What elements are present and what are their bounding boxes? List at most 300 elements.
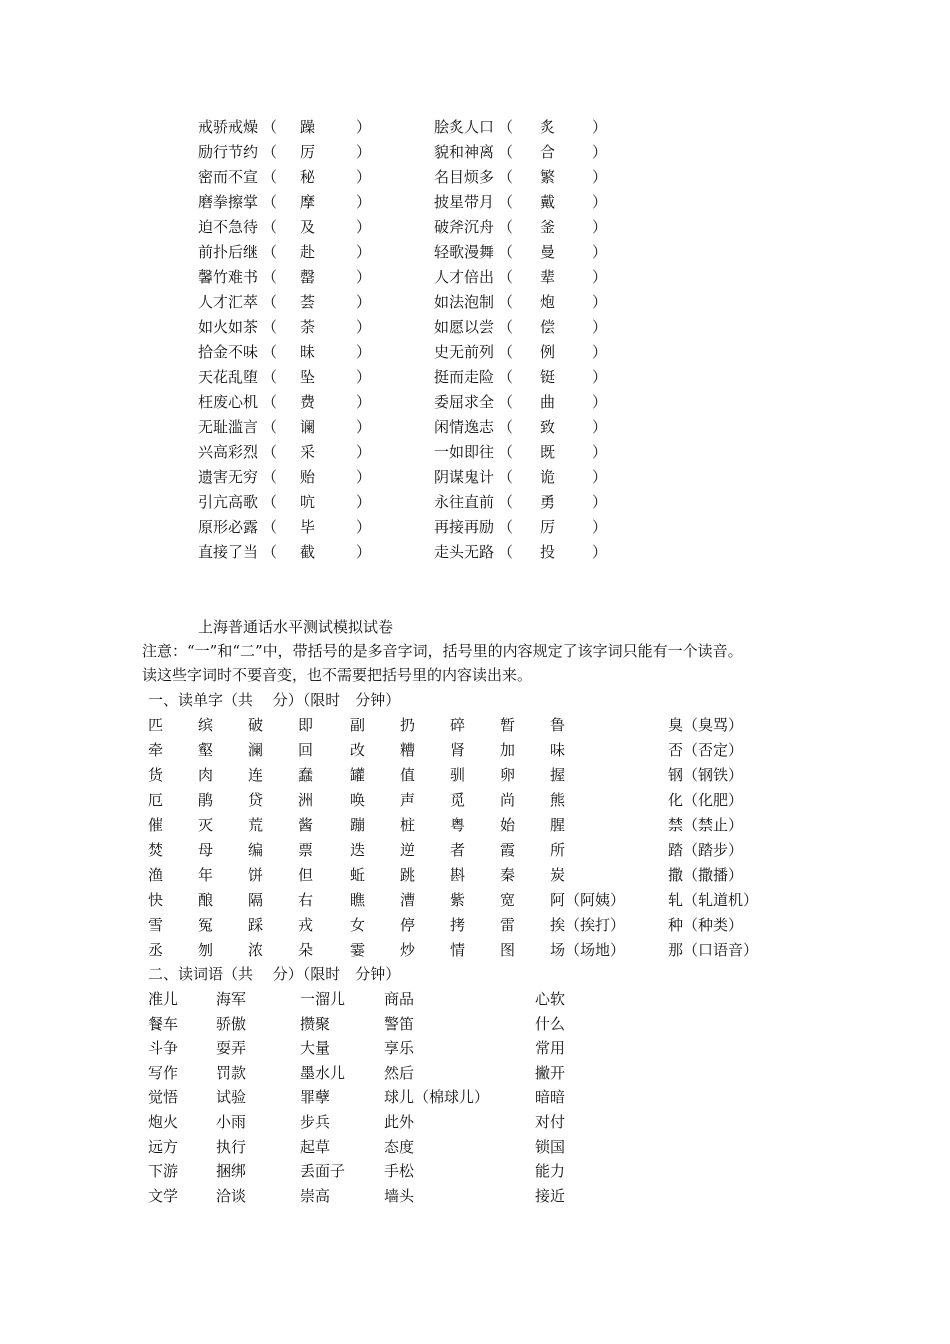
char-cell: 罐 (350, 766, 366, 784)
char-row (0, 890, 950, 915)
char-cell: 觅 (450, 791, 466, 809)
word-row (0, 1137, 950, 1162)
char-cell: 雷 (500, 916, 516, 934)
char-cell: 破 (248, 716, 264, 734)
word-cell: 洽谈 (216, 1186, 247, 1205)
word-cell: 丢面子 (300, 1162, 346, 1181)
char-cell: 紫 (450, 891, 466, 909)
answer-left: 厉 (300, 143, 316, 161)
idiom-left: 如火如茶 (198, 318, 259, 336)
paren-close: ） (592, 543, 608, 561)
char-cell: 图 (500, 941, 516, 959)
word-cell: 什么 (535, 1014, 566, 1033)
char-cell: 跳 (400, 866, 416, 884)
answer-right: 戴 (540, 193, 556, 211)
word-cell: 罚款 (216, 1063, 247, 1082)
paren-close: ） (592, 293, 608, 311)
paren-open: （ (262, 393, 278, 411)
char-cell: 渔 (148, 866, 164, 884)
idiom-row (0, 367, 950, 392)
char-cell: 缤 (198, 716, 214, 734)
idiom-right: 貌和神离 (434, 143, 495, 161)
answer-right: 偿 (540, 318, 556, 336)
paren-open: （ (498, 218, 514, 236)
char-cell: 挨（挨打） (550, 916, 626, 934)
char-row (0, 865, 950, 890)
idiom-row (0, 267, 950, 292)
page-title: 上海普通话水平测试模拟试卷 (198, 618, 394, 636)
paren-close: ） (356, 368, 372, 386)
answer-right: 辈 (540, 268, 556, 286)
idiom-left: 枉废心机 (198, 393, 259, 411)
char-cell: 酱 (298, 816, 314, 834)
answer-left: 荟 (300, 293, 316, 311)
char-cell: 但 (298, 866, 314, 884)
char-cell: 洲 (298, 791, 314, 809)
note-line-1: 注意：“一”和“二”中，带括号的是多音字词，括号里的内容规定了该字词只能有一个读音。 (142, 642, 743, 660)
idiom-right: 委屈求全 (434, 393, 495, 411)
paren-close: ） (592, 343, 608, 361)
idiom-left: 前扑后继 (198, 243, 259, 261)
char-cell: 酿 (198, 891, 214, 909)
char-cell: 轧（轧道机） (668, 891, 759, 909)
char-cell: 焚 (148, 841, 164, 859)
char-cell: 雪 (148, 916, 164, 934)
paren-close: ） (592, 518, 608, 536)
word-cell: 商品 (384, 990, 415, 1008)
char-cell: 桩 (400, 816, 416, 834)
paren-close: ） (592, 268, 608, 286)
paren-open: （ (262, 518, 278, 536)
char-cell: 糟 (400, 741, 416, 759)
paren-open: （ (262, 293, 278, 311)
word-row (0, 1112, 950, 1137)
idiom-row (0, 242, 950, 267)
char-cell: 阿（阿姨） (550, 891, 626, 909)
word-cell: 罪孽 (300, 1088, 331, 1107)
char-cell: 驯 (450, 766, 466, 784)
paren-close: ） (356, 168, 372, 186)
char-cell: 朵 (298, 941, 314, 959)
idiom-right: 名目烦多 (434, 168, 495, 186)
paren-open: （ (262, 343, 278, 361)
paren-close: ） (592, 443, 608, 461)
word-cell: 文学 (148, 1186, 179, 1205)
idiom-left: 密而不宣 (198, 168, 259, 186)
char-cell: 霞 (500, 841, 516, 859)
idiom-row (0, 192, 950, 217)
word-cell: 攒聚 (300, 1014, 331, 1033)
idiom-row (0, 467, 950, 492)
answer-right: 致 (540, 418, 556, 436)
idiom-right: 挺而走险 (434, 368, 495, 386)
char-cell: 澜 (248, 741, 264, 759)
char-cell: 蠢 (298, 766, 314, 784)
char-cell: 暂 (500, 716, 516, 734)
char-cell: 扔 (400, 716, 416, 734)
char-cell: 迭 (350, 841, 366, 859)
paren-close: ） (356, 218, 372, 236)
idiom-row (0, 167, 950, 192)
char-cell: 刎 (198, 941, 214, 959)
paren-close: ） (356, 118, 372, 136)
idiom-row (0, 492, 950, 517)
paren-open: （ (498, 493, 514, 511)
paren-close: ） (592, 218, 608, 236)
word-cell: 常用 (535, 1039, 566, 1058)
paren-close: ） (356, 543, 372, 561)
paren-open: （ (498, 193, 514, 211)
paren-close: ） (356, 293, 372, 311)
paren-close: ） (592, 493, 608, 511)
word-cell: 撇开 (535, 1063, 566, 1082)
char-cell: 拷 (450, 916, 466, 934)
word-cell: 能力 (535, 1162, 566, 1181)
char-cell: 即 (298, 716, 314, 734)
paren-open: （ (262, 118, 278, 136)
word-cell: 大量 (300, 1039, 331, 1058)
char-cell: 炭 (550, 866, 566, 884)
answer-right: 釜 (540, 218, 556, 236)
char-cell: 冤 (198, 916, 214, 934)
word-cell: 态度 (384, 1137, 415, 1156)
paren-open: （ (498, 368, 514, 386)
char-cell: 厄 (148, 791, 164, 809)
answer-right: 繁 (540, 168, 556, 186)
word-row (0, 1014, 950, 1039)
paren-open: （ (262, 468, 278, 486)
char-cell: 加 (500, 741, 516, 759)
word-cell: 斗争 (148, 1039, 179, 1058)
paren-open: （ (262, 143, 278, 161)
word-cell: 餐车 (148, 1014, 179, 1033)
idiom-left: 励行节约 (198, 143, 259, 161)
idiom-right: 永往直前 (434, 493, 495, 511)
idiom-right: 如愿以尝 (434, 318, 495, 336)
word-cell: 警笛 (384, 1014, 415, 1033)
paren-close: ） (356, 443, 372, 461)
word-cell: 享乐 (384, 1039, 415, 1058)
note-line-2: 读这些字词时不要音变，也不需要把括号里的内容读出来。 (142, 666, 533, 684)
answer-right: 曲 (540, 393, 556, 411)
char-row (0, 815, 950, 840)
paren-open: （ (498, 418, 514, 436)
paren-close: ） (356, 318, 372, 336)
char-cell: 碎 (450, 716, 466, 734)
char-cell: 快 (148, 891, 164, 909)
answer-left: 费 (300, 393, 316, 411)
char-cell: 声 (400, 791, 416, 809)
word-cell: 海军 (216, 990, 247, 1008)
idiom-row (0, 517, 950, 542)
char-cell: 否（否定） (668, 741, 744, 759)
char-cell: 值 (400, 766, 416, 784)
answer-right: 例 (540, 343, 556, 361)
paren-close: ） (356, 493, 372, 511)
paren-close: ） (356, 143, 372, 161)
paren-close: ） (592, 468, 608, 486)
paren-open: （ (498, 293, 514, 311)
char-cell: 货 (148, 766, 164, 784)
idiom-left: 遗害无穷 (198, 468, 259, 486)
answer-right: 曼 (540, 243, 556, 261)
word-cell: 锁国 (535, 1137, 566, 1156)
paren-open: （ (498, 143, 514, 161)
char-cell: 饼 (248, 866, 264, 884)
char-cell: 尚 (500, 791, 516, 809)
word-cell: 一溜儿 (300, 990, 346, 1008)
answer-right: 厉 (540, 518, 556, 536)
char-cell: 编 (248, 841, 264, 859)
word-cell: 崇高 (300, 1186, 331, 1205)
word-cell: 炮火 (148, 1113, 179, 1131)
paren-close: ） (592, 118, 608, 136)
char-cell: 副 (350, 716, 366, 734)
section2-heading: 二、读词语（共 分）（限时 分钟） (148, 965, 401, 983)
idiom-row (0, 142, 950, 167)
word-cell: 下游 (148, 1162, 179, 1181)
paren-open: （ (262, 193, 278, 211)
word-cell: 试验 (216, 1088, 247, 1107)
answer-right: 勇 (540, 493, 556, 511)
char-cell: 情 (450, 941, 466, 959)
char-cell: 年 (198, 866, 214, 884)
paren-close: ） (592, 418, 608, 436)
idiom-left: 天花乱堕 (198, 368, 259, 386)
char-cell: 那（口语音） (668, 941, 759, 959)
paren-open: （ (262, 268, 278, 286)
char-row (0, 740, 950, 765)
char-cell: 禁（禁止） (668, 816, 744, 834)
idiom-right: 如法泡制 (434, 293, 495, 311)
char-cell: 隔 (248, 891, 264, 909)
idiom-right: 脍炙人口 (434, 118, 495, 136)
char-cell: 炒 (400, 941, 416, 959)
idiom-row (0, 292, 950, 317)
paren-open: （ (498, 318, 514, 336)
answer-left: 贻 (300, 468, 316, 486)
word-cell: 接近 (535, 1186, 566, 1205)
idiom-row (0, 442, 950, 467)
char-cell: 瞧 (350, 891, 366, 909)
idiom-left: 人才汇萃 (198, 293, 259, 311)
paren-open: （ (498, 268, 514, 286)
idiom-right: 阴谋鬼计 (434, 468, 495, 486)
paren-close: ） (592, 143, 608, 161)
answer-left: 荼 (300, 318, 316, 336)
paren-close: ） (592, 168, 608, 186)
word-cell: 心软 (535, 990, 566, 1008)
paren-open: （ (262, 318, 278, 336)
idiom-right: 破斧沉舟 (434, 218, 495, 236)
char-cell: 蹦 (350, 816, 366, 834)
char-cell: 母 (198, 841, 214, 859)
paren-open: （ (498, 518, 514, 536)
char-cell: 肉 (198, 766, 214, 784)
idiom-left: 引亢高歌 (198, 493, 259, 511)
idiom-row (0, 542, 950, 567)
answer-right: 合 (540, 143, 556, 161)
char-cell: 丞 (148, 941, 164, 959)
word-cell: 捆绑 (216, 1162, 247, 1181)
word-cell: 骄傲 (216, 1014, 247, 1033)
char-cell: 壑 (198, 741, 214, 759)
paren-close: ） (356, 343, 372, 361)
char-cell: 催 (148, 816, 164, 834)
paren-close: ） (592, 393, 608, 411)
char-row (0, 840, 950, 865)
word-cell: 墙头 (384, 1186, 415, 1205)
char-cell: 始 (500, 816, 516, 834)
char-cell: 票 (298, 841, 314, 859)
idiom-row (0, 217, 950, 242)
char-cell: 腥 (550, 816, 566, 834)
char-row (0, 790, 950, 815)
char-cell: 卵 (500, 766, 516, 784)
answer-left: 采 (300, 443, 316, 461)
answer-left: 及 (300, 218, 316, 236)
word-cell: 球儿（棉球儿） (384, 1088, 490, 1107)
paren-open: （ (498, 543, 514, 561)
idiom-left: 戒骄戒燥 (198, 118, 259, 136)
word-cell: 起草 (300, 1137, 331, 1156)
answer-left: 毕 (300, 518, 316, 536)
char-cell: 右 (298, 891, 314, 909)
answer-left: 摩 (300, 193, 316, 211)
answer-left: 谰 (300, 418, 316, 436)
char-row (0, 940, 950, 965)
word-row (0, 1063, 950, 1088)
char-cell: 所 (550, 841, 566, 859)
paren-open: （ (262, 493, 278, 511)
idiom-left: 馨竹难书 (198, 268, 259, 286)
word-row (0, 1038, 950, 1063)
answer-left: 躁 (300, 118, 316, 136)
paren-open: （ (262, 168, 278, 186)
paren-open: （ (262, 218, 278, 236)
answer-right: 既 (540, 443, 556, 461)
idiom-right: 走头无路 (434, 543, 495, 561)
idiom-right: 闲情逸志 (434, 418, 495, 436)
paren-open: （ (498, 468, 514, 486)
char-cell: 踩 (248, 916, 264, 934)
word-cell: 此外 (384, 1113, 415, 1131)
paren-close: ） (356, 393, 372, 411)
paren-close: ） (356, 193, 372, 211)
char-cell: 撒（撒播） (668, 866, 744, 884)
section1-heading: 一、读单字（共 分）（限时 分钟） (148, 691, 401, 709)
char-cell: 女 (350, 916, 366, 934)
idiom-row (0, 117, 950, 142)
idiom-row (0, 342, 950, 367)
char-cell: 灭 (198, 816, 214, 834)
paren-open: （ (498, 168, 514, 186)
char-cell: 停 (400, 916, 416, 934)
char-cell: 戎 (298, 916, 314, 934)
paren-open: （ (262, 443, 278, 461)
paren-close: ） (592, 368, 608, 386)
word-cell: 写作 (148, 1063, 179, 1082)
answer-left: 罄 (300, 268, 316, 286)
char-cell: 臭（臭骂） (668, 716, 744, 734)
paren-open: （ (498, 343, 514, 361)
paren-open: （ (498, 443, 514, 461)
answer-right: 投 (540, 543, 556, 561)
char-cell: 者 (450, 841, 466, 859)
paren-open: （ (262, 418, 278, 436)
idiom-left: 原形必露 (198, 518, 259, 536)
answer-right: 炙 (540, 118, 556, 136)
char-cell: 秦 (500, 866, 516, 884)
paren-close: ） (592, 318, 608, 336)
paren-close: ） (356, 418, 372, 436)
paren-open: （ (262, 368, 278, 386)
idiom-left: 兴高彩烈 (198, 443, 259, 461)
answer-left: 坠 (300, 368, 316, 386)
word-cell: 觉悟 (148, 1088, 179, 1107)
char-cell: 回 (298, 741, 314, 759)
answer-left: 秘 (300, 168, 316, 186)
char-cell: 漕 (400, 891, 416, 909)
paren-close: ） (356, 243, 372, 261)
idiom-left: 直接了当 (198, 543, 259, 561)
char-cell: 熊 (550, 791, 566, 809)
char-row (0, 715, 950, 740)
char-cell: 蚯 (350, 866, 366, 884)
char-cell: 鹃 (198, 791, 214, 809)
word-cell: 耍弄 (216, 1039, 247, 1058)
paren-open: （ (498, 243, 514, 261)
word-cell: 执行 (216, 1137, 247, 1156)
idiom-left: 迫不急待 (198, 218, 259, 236)
char-cell: 逆 (400, 841, 416, 859)
char-cell: 连 (248, 766, 264, 784)
char-cell: 味 (550, 741, 566, 759)
paren-open: （ (498, 118, 514, 136)
paren-close: ） (356, 518, 372, 536)
word-cell: 墨水儿 (300, 1063, 346, 1082)
word-cell: 小雨 (216, 1113, 247, 1131)
idiom-row (0, 392, 950, 417)
idiom-right: 再接再励 (434, 518, 495, 536)
paren-close: ） (356, 468, 372, 486)
word-row (0, 1186, 950, 1211)
char-cell: 钢（钢铁） (668, 766, 744, 784)
word-cell: 暗暗 (535, 1088, 566, 1107)
word-cell: 然后 (384, 1063, 415, 1082)
char-row (0, 765, 950, 790)
char-cell: 斟 (450, 866, 466, 884)
char-cell: 匹 (148, 716, 164, 734)
answer-right: 铤 (540, 368, 556, 386)
idiom-row (0, 317, 950, 342)
word-cell: 对付 (535, 1113, 566, 1131)
word-cell: 步兵 (300, 1113, 331, 1131)
char-cell: 霎 (350, 941, 366, 959)
answer-left: 吭 (300, 493, 316, 511)
idiom-left: 拾金不味 (198, 343, 259, 361)
char-cell: 握 (550, 766, 566, 784)
char-cell: 浓 (248, 941, 264, 959)
answer-left: 昧 (300, 343, 316, 361)
word-cell: 手松 (384, 1162, 415, 1181)
paren-open: （ (498, 393, 514, 411)
char-cell: 唤 (350, 791, 366, 809)
paren-open: （ (262, 243, 278, 261)
idiom-right: 人才倍出 (434, 268, 495, 286)
char-cell: 改 (350, 741, 366, 759)
char-cell: 荒 (248, 816, 264, 834)
